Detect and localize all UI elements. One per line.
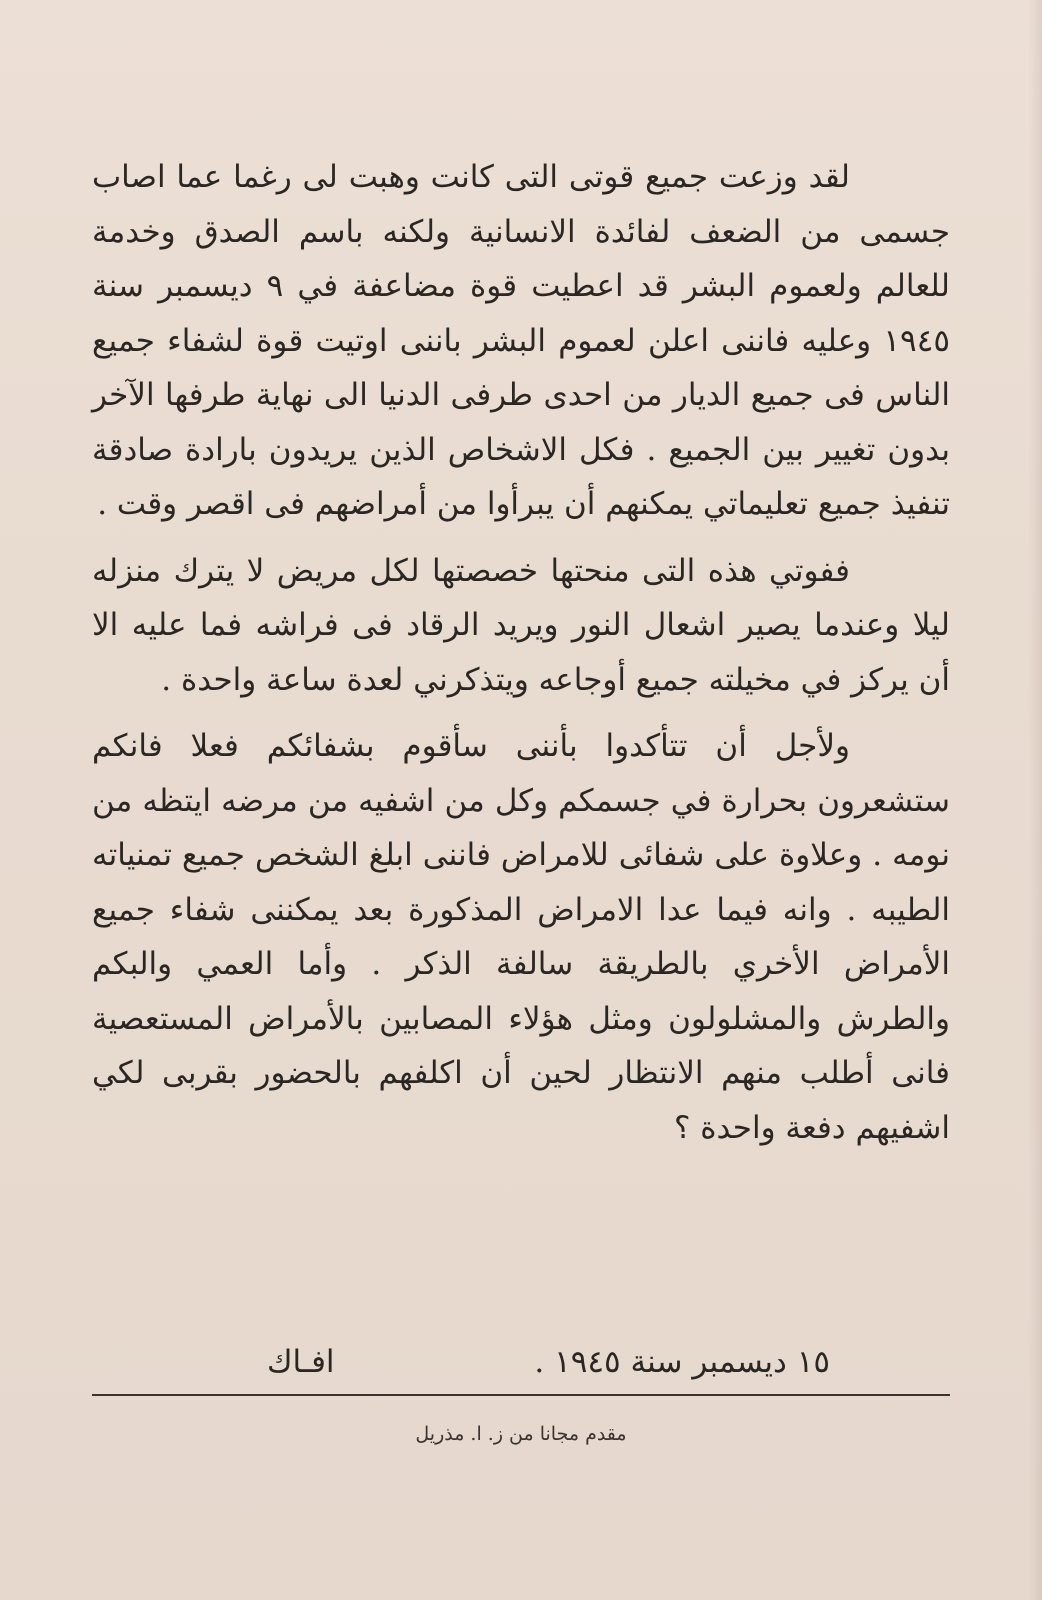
- footer-credit: مقدم مجانا من ز. ا. مذريل: [415, 1423, 627, 1445]
- body-text: [92, 150, 950, 1167]
- horizontal-divider: [92, 1394, 950, 1396]
- paragraph-1: لقد وزعت جميع قوتى التى كانت وهبت لى رغما عما اصاب جسمى من الضعف لفائدة الانسانية ولكنه باسم الصدق وخدمة للعالم ولعموم البشر قد اعطيت قوة مضاعفة في ٩ ديسمبر سنة ١٩٤٥ وعليه فاننى اعلن لعموم البشر باننى اوتيت قوة لشفاء جميع الناس فى جميع الديار من احدى طرفى الدنيا الى نهاية طرفها الآخر بدون تغيير بين الجميع . فكل الاشخاص الذين يريدون بارادة صادقة تنفيذ جميع تعليماتي يمكنهم أن يبرأوا من أمراضهم فى اقصر وقت .: [92, 159, 950, 522]
- date-text: ١٥ ديسمبر سنة ١٩٤٥ .: [534, 1344, 830, 1380]
- date-signature-line: [92, 1334, 950, 1390]
- paragraph-3: ولأجل أن تتأكدوا بأننى سأقوم بشفائكم فعلا فانكم ستشعرون بحرارة في جسمكم وكل من اشفيه من مرضه ايتظه من نومه . وعلاوة على شفائى للامراض فاننى ابلغ الشخص جميع تمنياته الطيبه . وانه فيما عدا الامراض المذكورة بعد يمكننى شفاء جميع الأمراض الأخري بالطريقة سالفة الذكر . وأما العمي والبكم والطرش والمشلولون ومثل هؤلاء المصابين بالأمراض المستعصية فانى أطلب منهم الانتظار لحين أن اكلفهم بالحضور بقربى لكي اشفيهم دفعة واحدة ؟: [92, 728, 950, 1146]
- paragraph-2: ففوتي هذه التى منحتها خصصتها لكل مريض لا يترك منزله ليلا وعندما يصير اشعال النور ويريد الرقاد فى فراشه فما عليه الا أن يركز في مخيلته جميع أوجاعه ويتذكرني لعدة ساعة واحدة .: [92, 552, 950, 698]
- signature-text: افـاك: [267, 1344, 335, 1380]
